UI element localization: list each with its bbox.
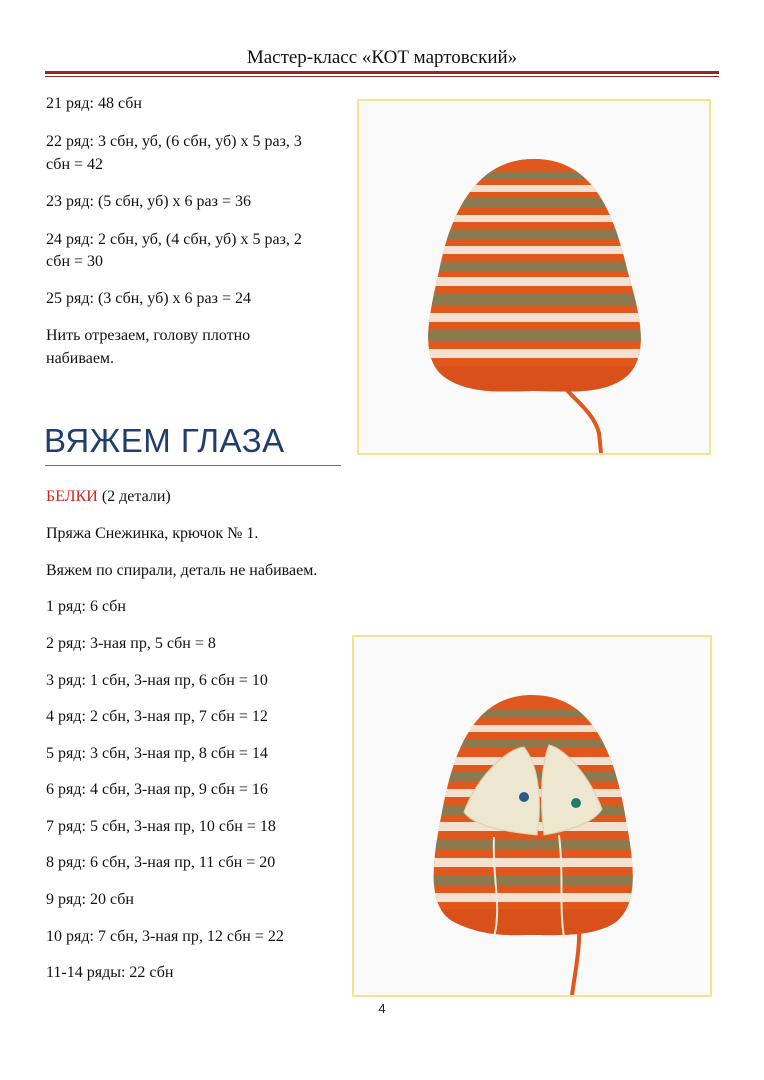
- page-number: 4: [378, 1001, 386, 1016]
- eye-row-6-text: 6 ряд: 4 сбн, 3-ная пр, 9 сбн = 16: [46, 781, 268, 798]
- eye-row-11-14-text: 11-14 ряды: 22 сбн: [46, 964, 174, 981]
- header-title: Мастер-класс «КОТ мартовский»: [246, 47, 518, 68]
- section-title: ВЯЖЕМ ГЛАЗА: [44, 422, 285, 459]
- finish-note-text: Нить отрезаем, голову плотно: [46, 327, 251, 344]
- eye-row-3-text: 3 ряд: 1 сбн, 3-ная пр, 6 сбн = 10: [46, 672, 268, 689]
- head-photo: [357, 99, 711, 455]
- eye-row-7-text: 7 ряд: 5 сбн, 3-ная пр, 10 сбн = 18: [46, 818, 276, 835]
- eye-row-2-text: 2 ряд: 3-ная пр, 5 сбн = 8: [46, 635, 216, 652]
- subsection-heading: [46, 486, 171, 508]
- eye-row-1-text: 1 ряд: 6 сбн: [46, 598, 126, 615]
- row-24-text: 24 ряд: 2 сбн, уб, (4 сбн, уб) х 5 раз, 2: [46, 231, 302, 248]
- subsection-heading-red: БЕЛКИ: [46, 488, 98, 505]
- finish-note-text-cont: набиваем.: [46, 350, 115, 367]
- eye-row-4-text: 4 ряд: 2 сбн, 3-ная пр, 7 сбн = 12: [46, 708, 268, 725]
- eyes-photo: [352, 635, 712, 997]
- row-22-text: 22 ряд: 3 сбн, уб, (6 сбн, уб) х 5 раз, 3: [46, 133, 302, 150]
- eye-row-5-text: 5 ряд: 3 сбн, 3-ная пр, 8 сбн = 14: [46, 745, 268, 762]
- eye-row-9-text: 9 ряд: 20 сбн: [46, 891, 134, 908]
- spiral-text: Вяжем по спирали, деталь не набиваем.: [46, 562, 318, 579]
- row-25-text: 25 ряд: (3 сбн, уб) х 6 раз = 24: [46, 290, 251, 307]
- row-22-text-cont: сбн = 42: [46, 156, 104, 173]
- header-rule-thick: [45, 71, 719, 74]
- row-24-text-cont: сбн = 30: [46, 253, 104, 270]
- subsection-heading-count: (2 детали): [97, 488, 171, 505]
- header-rule-thin: [45, 76, 719, 77]
- row-23-text: 23 ряд: (5 сбн, уб) х 6 раз = 36: [46, 193, 251, 210]
- row-21-text: 21 ряд: 48 сбн: [46, 95, 142, 112]
- eye-row-10-text: 10 ряд: 7 сбн, 3-ная пр, 12 сбн = 22: [46, 928, 284, 945]
- section-rule: [45, 465, 341, 466]
- yarn-text: Пряжа Снежинка, крючок № 1.: [46, 525, 259, 542]
- eye-row-8-text: 8 ряд: 6 сбн, 3-ная пр, 11 сбн = 20: [46, 854, 276, 871]
